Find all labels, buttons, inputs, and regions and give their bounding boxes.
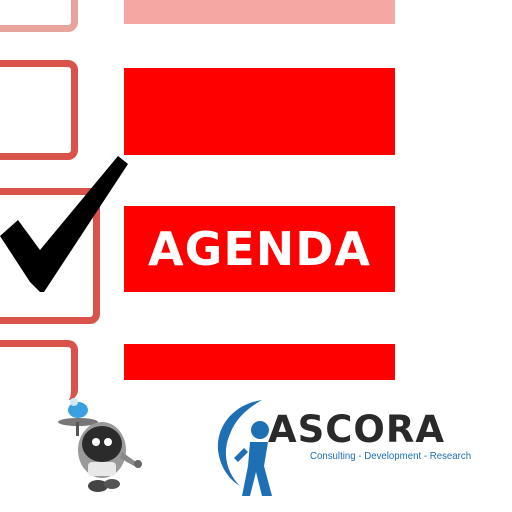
checkmark-icon	[0, 150, 135, 300]
ascora-tagline: Consulting - Development - Research	[310, 450, 472, 462]
checklist-box-4	[0, 340, 78, 400]
checklist-box-1	[0, 0, 78, 32]
agenda-bar-3	[124, 344, 395, 380]
agenda-bar-faded	[124, 0, 395, 24]
agenda-title: AGENDA	[147, 222, 372, 276]
ascora-brand: ASCORA	[268, 408, 446, 451]
checklist-box-2	[0, 60, 78, 160]
agenda-bar-1	[124, 68, 395, 155]
robot-waiter-icon	[52, 392, 148, 496]
